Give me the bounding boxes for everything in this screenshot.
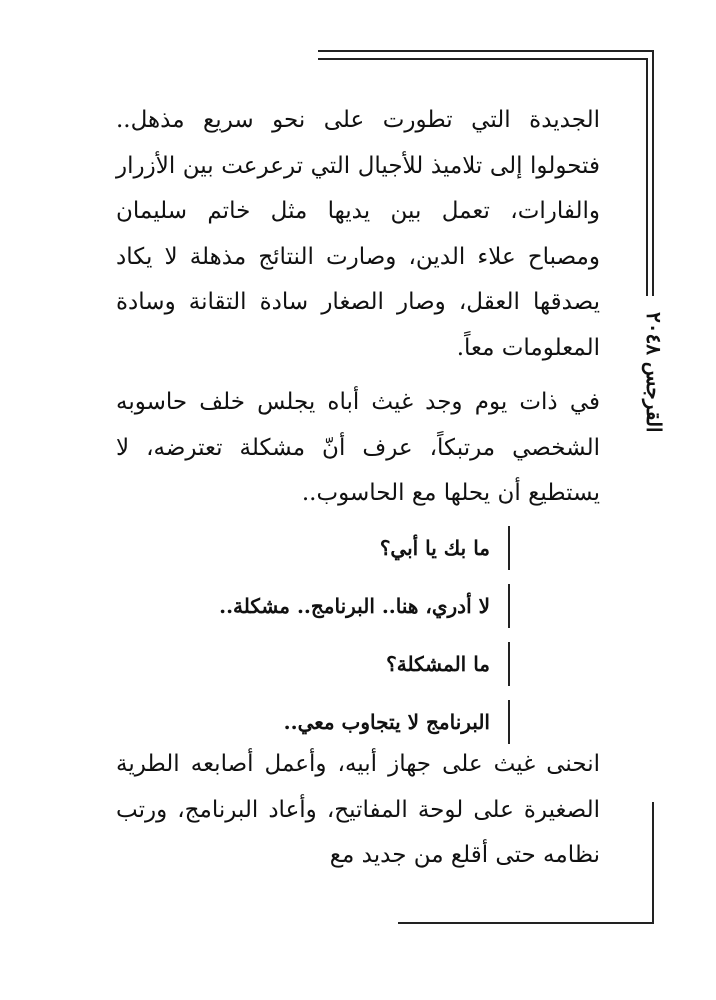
paragraph-3: انحنى غيث على جهاز أبيه، وأعمل أصابعه الطرية الصغيرة على لوحة المفاتيح، وأعاد البرنامج، ورتب نظامه حتى أقلع من جديد مع (116, 751, 600, 868)
dialogue-block (140, 526, 510, 758)
frame-top-inner (318, 58, 648, 60)
frame-right-outer (652, 50, 654, 296)
frame-bottom-right (652, 802, 654, 924)
dialogue-line: البرنامج لا يتجاوب معي.. (140, 700, 510, 744)
frame-right-inner (646, 58, 648, 296)
paragraph-2: في ذات يوم وجد غيث أباه يجلس خلف حاسوبه الشخصي مرتبكاً، عرف أنّ مشكلة تعترضه، لا يستطيع أن يحلها مع الحاسوب.. (116, 389, 600, 506)
frame-top-outer (318, 50, 654, 52)
running-title: القرجس ٢٠٤٨ (642, 312, 666, 433)
dialogue-line: ما المشكلة؟ (140, 642, 510, 686)
paragraph-1: الجديدة التي تطورت على نحو سريع مذهل.. فتحولوا إلى تلاميذ للأجيال التي ترعرعت بين الأزرار والفارات، تعمل بين يديها مثل خاتم سليمان ومصباح علاء الدين، وصارت النتائج مذهلة لا يكاد يصدقها العقل، وصار الصغار سادة التقانة وسادة المعلومات معاً. (116, 107, 600, 361)
dialogue-line: ما بك يا أبي؟ (140, 526, 510, 570)
dialogue-line: لا أدري، هنا.. البرنامج.. مشكلة.. (140, 584, 510, 628)
frame-bottom (398, 922, 654, 924)
